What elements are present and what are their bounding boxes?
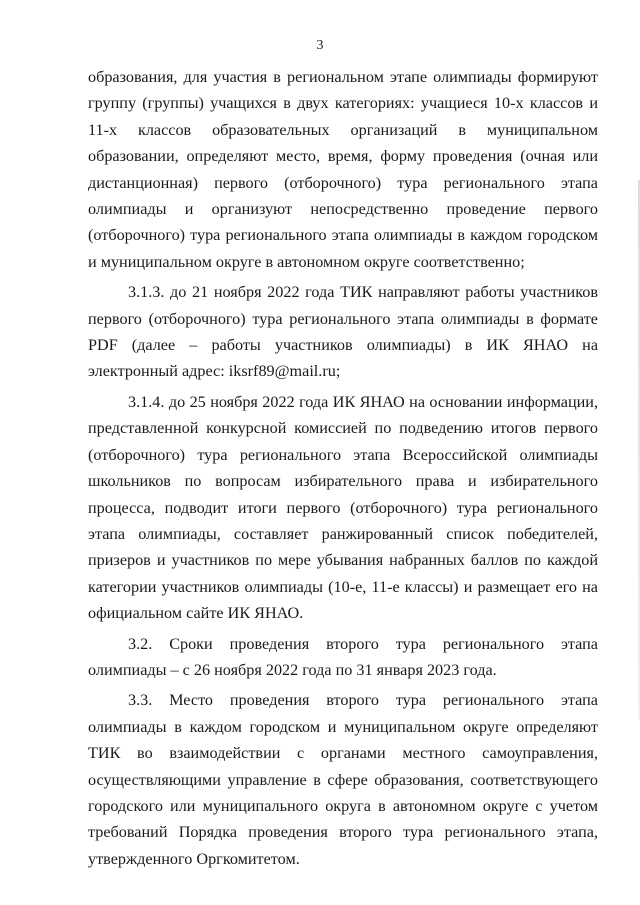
paragraph-3-2: 3.2. Сроки проведения второго тура регионального этапа олимпиады – с 26 ноября 2022 года по 31 января 2023 года. xyxy=(88,634,598,679)
paragraph-3-1-3: 3.1.3. до 21 ноября 2022 года ТИК направляют работы участников первого (отборочного) тура регионального этапа олимпиады в формате PDF (далее – работы участников олимпиады) в ИК ЯНАО на электронный адрес: iksrf89@mail.ru; xyxy=(88,283,598,381)
paragraph-3-1-4: 3.1.4. до 25 ноября 2022 года ИК ЯНАО на основании информации, представленной конкурсной комиссией по подведению итогов первого (отборочного) тура регионального этапа Всероссийской олимпиады школьников по вопросам избирательного права и избирательного процесса, подводит итоги первого (отборочного) тура регионального этапа олимпиады, составляет ранжированный список победителей, призеров и участников по мере убывания набранных баллов по каждой категории участников олимпиады (10-е, 11-е классы) и размещает его на официальном сайте ИК ЯНАО. xyxy=(88,392,598,623)
page-number: 3 xyxy=(316,38,324,53)
document-body xyxy=(88,64,598,876)
paragraph-continuation: образования, для участия в региональном этапе олимпиады формируют группу (группы) учащихся в двух категориях: учащиеся 10-х классов и 11-х классов образовательных организаций в муниципальном образовании, определяют место, время, форму проведения (очная или дистанционная) первого (отборочного) тура регионального этапа олимпиады и организуют непосредственно проведение первого (отборочного) тура регионального этапа олимпиады в каждом городском и муниципальном округе в автономном округе соответственно; xyxy=(88,68,598,271)
paragraph-3-3: 3.3. Место проведения второго тура регионального этапа олимпиады в каждом городском и муниципальном округе определяют ТИК во взаимодействии с органами местного самоуправления, осуществляющими управление в сфере образования, соответствующего городского или муниципального округа в автономном округе с учетом требований Порядка проведения второго тура регионального этапа, утвержденного Оргкомитетом. xyxy=(88,691,598,868)
